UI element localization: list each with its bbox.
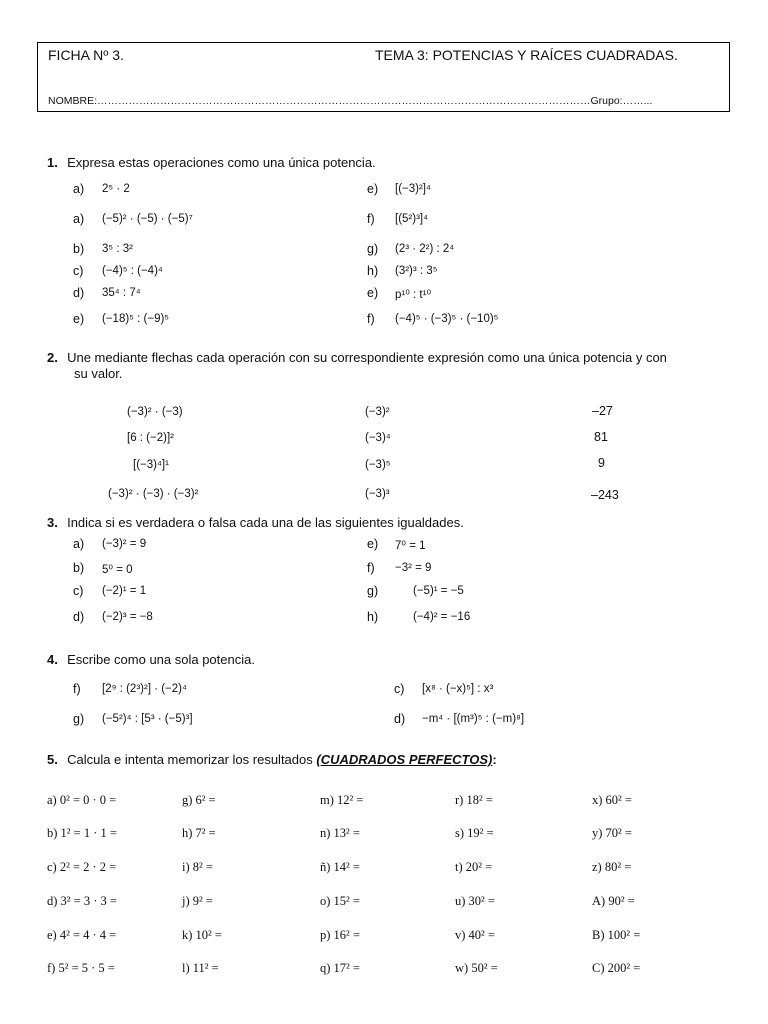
q1-left-expression: (−4)⁵ : (−4)⁴ <box>102 265 163 277</box>
q5-square-item: s) 19² = <box>455 826 494 840</box>
q1-number: 1. <box>47 155 58 170</box>
q1-right-label: e) <box>367 182 379 196</box>
q1-left-expression: (−5)² · (−5) · (−5)⁷ <box>102 213 193 225</box>
q5-text: Calcula e intenta memorizar los resultados <box>67 752 313 767</box>
q5-square-item: u) 30² = <box>455 894 495 908</box>
q5-square-item: h) 7² = <box>182 826 216 840</box>
q2-value: –27 <box>592 404 613 418</box>
q4-label: d) <box>394 712 406 726</box>
q4-expression: (−5²)⁴ : [5³ · (−5)³] <box>102 713 193 725</box>
q5-square-item: ñ) 14² = <box>320 860 360 874</box>
q1-left-label: c) <box>73 264 84 278</box>
q3-right-label: h) <box>367 610 379 624</box>
q5-square-item: f) 5² = 5 · 5 = <box>47 961 115 975</box>
q3-right-label: f) <box>367 561 375 575</box>
q1-right-expression: [(5²)³]⁴ <box>395 213 429 225</box>
q1-right-expression: (2³ · 2²) : 2⁴ <box>395 243 455 255</box>
q5-square-item: g) 6² = <box>182 793 216 807</box>
q4-prompt <box>47 652 255 667</box>
q1-left-label: e) <box>73 312 85 326</box>
q3-text: Indica si es verdadera o falsa cada una de las siguientes igualdades. <box>67 515 464 530</box>
q5-square-item: j) 9² = <box>182 894 213 908</box>
q5-prompt <box>47 752 499 767</box>
header-box <box>37 42 730 112</box>
q2-single-power: (−3)⁵ <box>365 459 391 471</box>
q3-left-label: d) <box>73 610 85 624</box>
q3-left-equality: (−2)³ = −8 <box>102 611 153 623</box>
q4-expression: [x⁸ · (−x)⁵] : x³ <box>422 683 494 695</box>
name-group-line: NOMBRE:……………………………………………………………………………………………………………………………Grupo:……... <box>48 95 653 107</box>
q2-text-cont: su valor. <box>74 366 123 381</box>
q1-left-expression: (−18)⁵ : (−9)⁵ <box>102 313 170 325</box>
q3-left-equality: 5⁰ = 0 <box>102 564 133 576</box>
q3-left-label: c) <box>73 584 84 598</box>
q1-left-expression: 2⁵ · 2 <box>102 183 130 195</box>
q2-text: Une mediante flechas cada operación con su correspondiente expresión como una única potencia y con <box>67 350 667 365</box>
q2-prompt <box>47 350 667 365</box>
q5-square-item: C) 200² = <box>592 961 641 975</box>
q3-left-equality: (−2)¹ = 1 <box>102 585 147 597</box>
q2-operation: [(−3)⁴]¹ <box>133 459 169 471</box>
q5-square-item: A) 90² = <box>592 894 635 908</box>
q1-left-expression: 3⁵ : 3² <box>102 243 133 255</box>
q2-value: 81 <box>594 430 608 444</box>
q1-left-label: a) <box>73 182 85 196</box>
q2-single-power: (−3)⁴ <box>365 432 391 444</box>
q1-right-label: g) <box>367 242 379 256</box>
q1-left-expression: 35⁴ : 7⁴ <box>102 287 141 299</box>
q5-square-item: a) 0² = 0 · 0 = <box>47 793 117 807</box>
q4-text: Escribe como una sola potencia. <box>67 652 255 667</box>
q3-prompt <box>47 515 464 530</box>
q1-left-label: b) <box>73 242 85 256</box>
q5-square-item: k) 10² = <box>182 928 222 942</box>
q5-emphasis: (CUADRADOS PERFECTOS) <box>316 752 493 767</box>
q4-number: 4. <box>47 652 58 667</box>
q5-square-item: v) 40² = <box>455 928 495 942</box>
q1-right-label: e) <box>367 286 379 300</box>
q5-square-item: z) 80² = <box>592 860 632 874</box>
q1-right-expression: (3²)³ : 3⁵ <box>395 265 438 277</box>
q5-square-item: q) 17² = <box>320 961 360 975</box>
q2-operation: (−3)² · (−3) · (−3)² <box>108 488 199 500</box>
q1-right-label: f) <box>367 312 375 326</box>
q4-expression: −m⁴ · [(m³)⁵ : (−m)⁸] <box>422 713 525 725</box>
q3-right-label: g) <box>367 584 379 598</box>
q1-right-label: h) <box>367 264 379 278</box>
q3-number: 3. <box>47 515 58 530</box>
q5-square-item: B) 100² = <box>592 928 641 942</box>
q1-right-label: f) <box>367 212 375 226</box>
q1-text: Expresa estas operaciones como una única potencia. <box>67 155 376 170</box>
q1-left-label: a) <box>73 212 85 226</box>
q5-square-item: p) 16² = <box>320 928 360 942</box>
q1-right-expression: (−4)⁵ · (−3)⁵ · (−10)⁵ <box>395 313 499 325</box>
q3-left-label: a) <box>73 537 85 551</box>
q4-label: f) <box>73 682 81 696</box>
q5-square-item: n) 13² = <box>320 826 360 840</box>
q5-square-item: t) 20² = <box>455 860 493 874</box>
q2-value: 9 <box>598 456 605 470</box>
q2-value: –243 <box>591 488 619 502</box>
q5-square-item: x) 60² = <box>592 793 632 807</box>
q5-square-item: b) 1² = 1 · 1 = <box>47 826 117 840</box>
q5-square-item: d) 3² = 3 · 3 = <box>47 894 117 908</box>
q5-square-item: w) 50² = <box>455 961 498 975</box>
q5-square-item: c) 2² = 2 · 2 = <box>47 860 117 874</box>
q1-prompt <box>47 155 376 170</box>
q5-square-item: e) 4² = 4 · 4 = <box>47 928 117 942</box>
q3-left-equality: (−3)² = 9 <box>102 538 147 550</box>
q2-number: 2. <box>47 350 58 365</box>
q3-right-label: e) <box>367 537 379 551</box>
q5-square-item: o) 15² = <box>320 894 360 908</box>
q3-right-equality: 7⁰ = 1 <box>395 540 426 552</box>
q2-single-power: (−3)² <box>365 406 390 418</box>
q5-square-item: i) 8² = <box>182 860 213 874</box>
q3-right-equality: −3² = 9 <box>395 562 432 574</box>
q4-label: c) <box>394 682 405 696</box>
q5-square-item: y) 70² = <box>592 826 632 840</box>
q5-square-item: r) 18² = <box>455 793 493 807</box>
q2-single-power: (−3)³ <box>365 488 390 500</box>
topic-title: TEMA 3: POTENCIAS Y RAÍCES CUADRADAS. <box>375 47 678 63</box>
q5-square-item: m) 12² = <box>320 793 364 807</box>
q2-operation: (−3)² · (−3) <box>127 406 183 418</box>
q1-right-expression: [(−3)²]⁴ <box>395 183 431 195</box>
q5-number: 5. <box>47 752 58 767</box>
q4-label: g) <box>73 712 85 726</box>
q2-operation: [6 : (−2)]² <box>127 432 174 444</box>
q5-square-item: l) 11² = <box>182 961 219 975</box>
q3-right-equality: (−5)¹ = −5 <box>413 585 464 597</box>
q1-right-expression: p¹⁰ : t¹⁰ <box>395 289 432 301</box>
q3-right-equality: (−4)² = −16 <box>413 611 471 623</box>
worksheet-number: FICHA Nº 3. <box>48 47 124 63</box>
q4-expression: [2⁹ : (2³)²] · (−2)⁴ <box>102 683 187 695</box>
q5-colon: : <box>492 752 497 767</box>
q1-left-label: d) <box>73 286 85 300</box>
q3-left-label: b) <box>73 561 85 575</box>
